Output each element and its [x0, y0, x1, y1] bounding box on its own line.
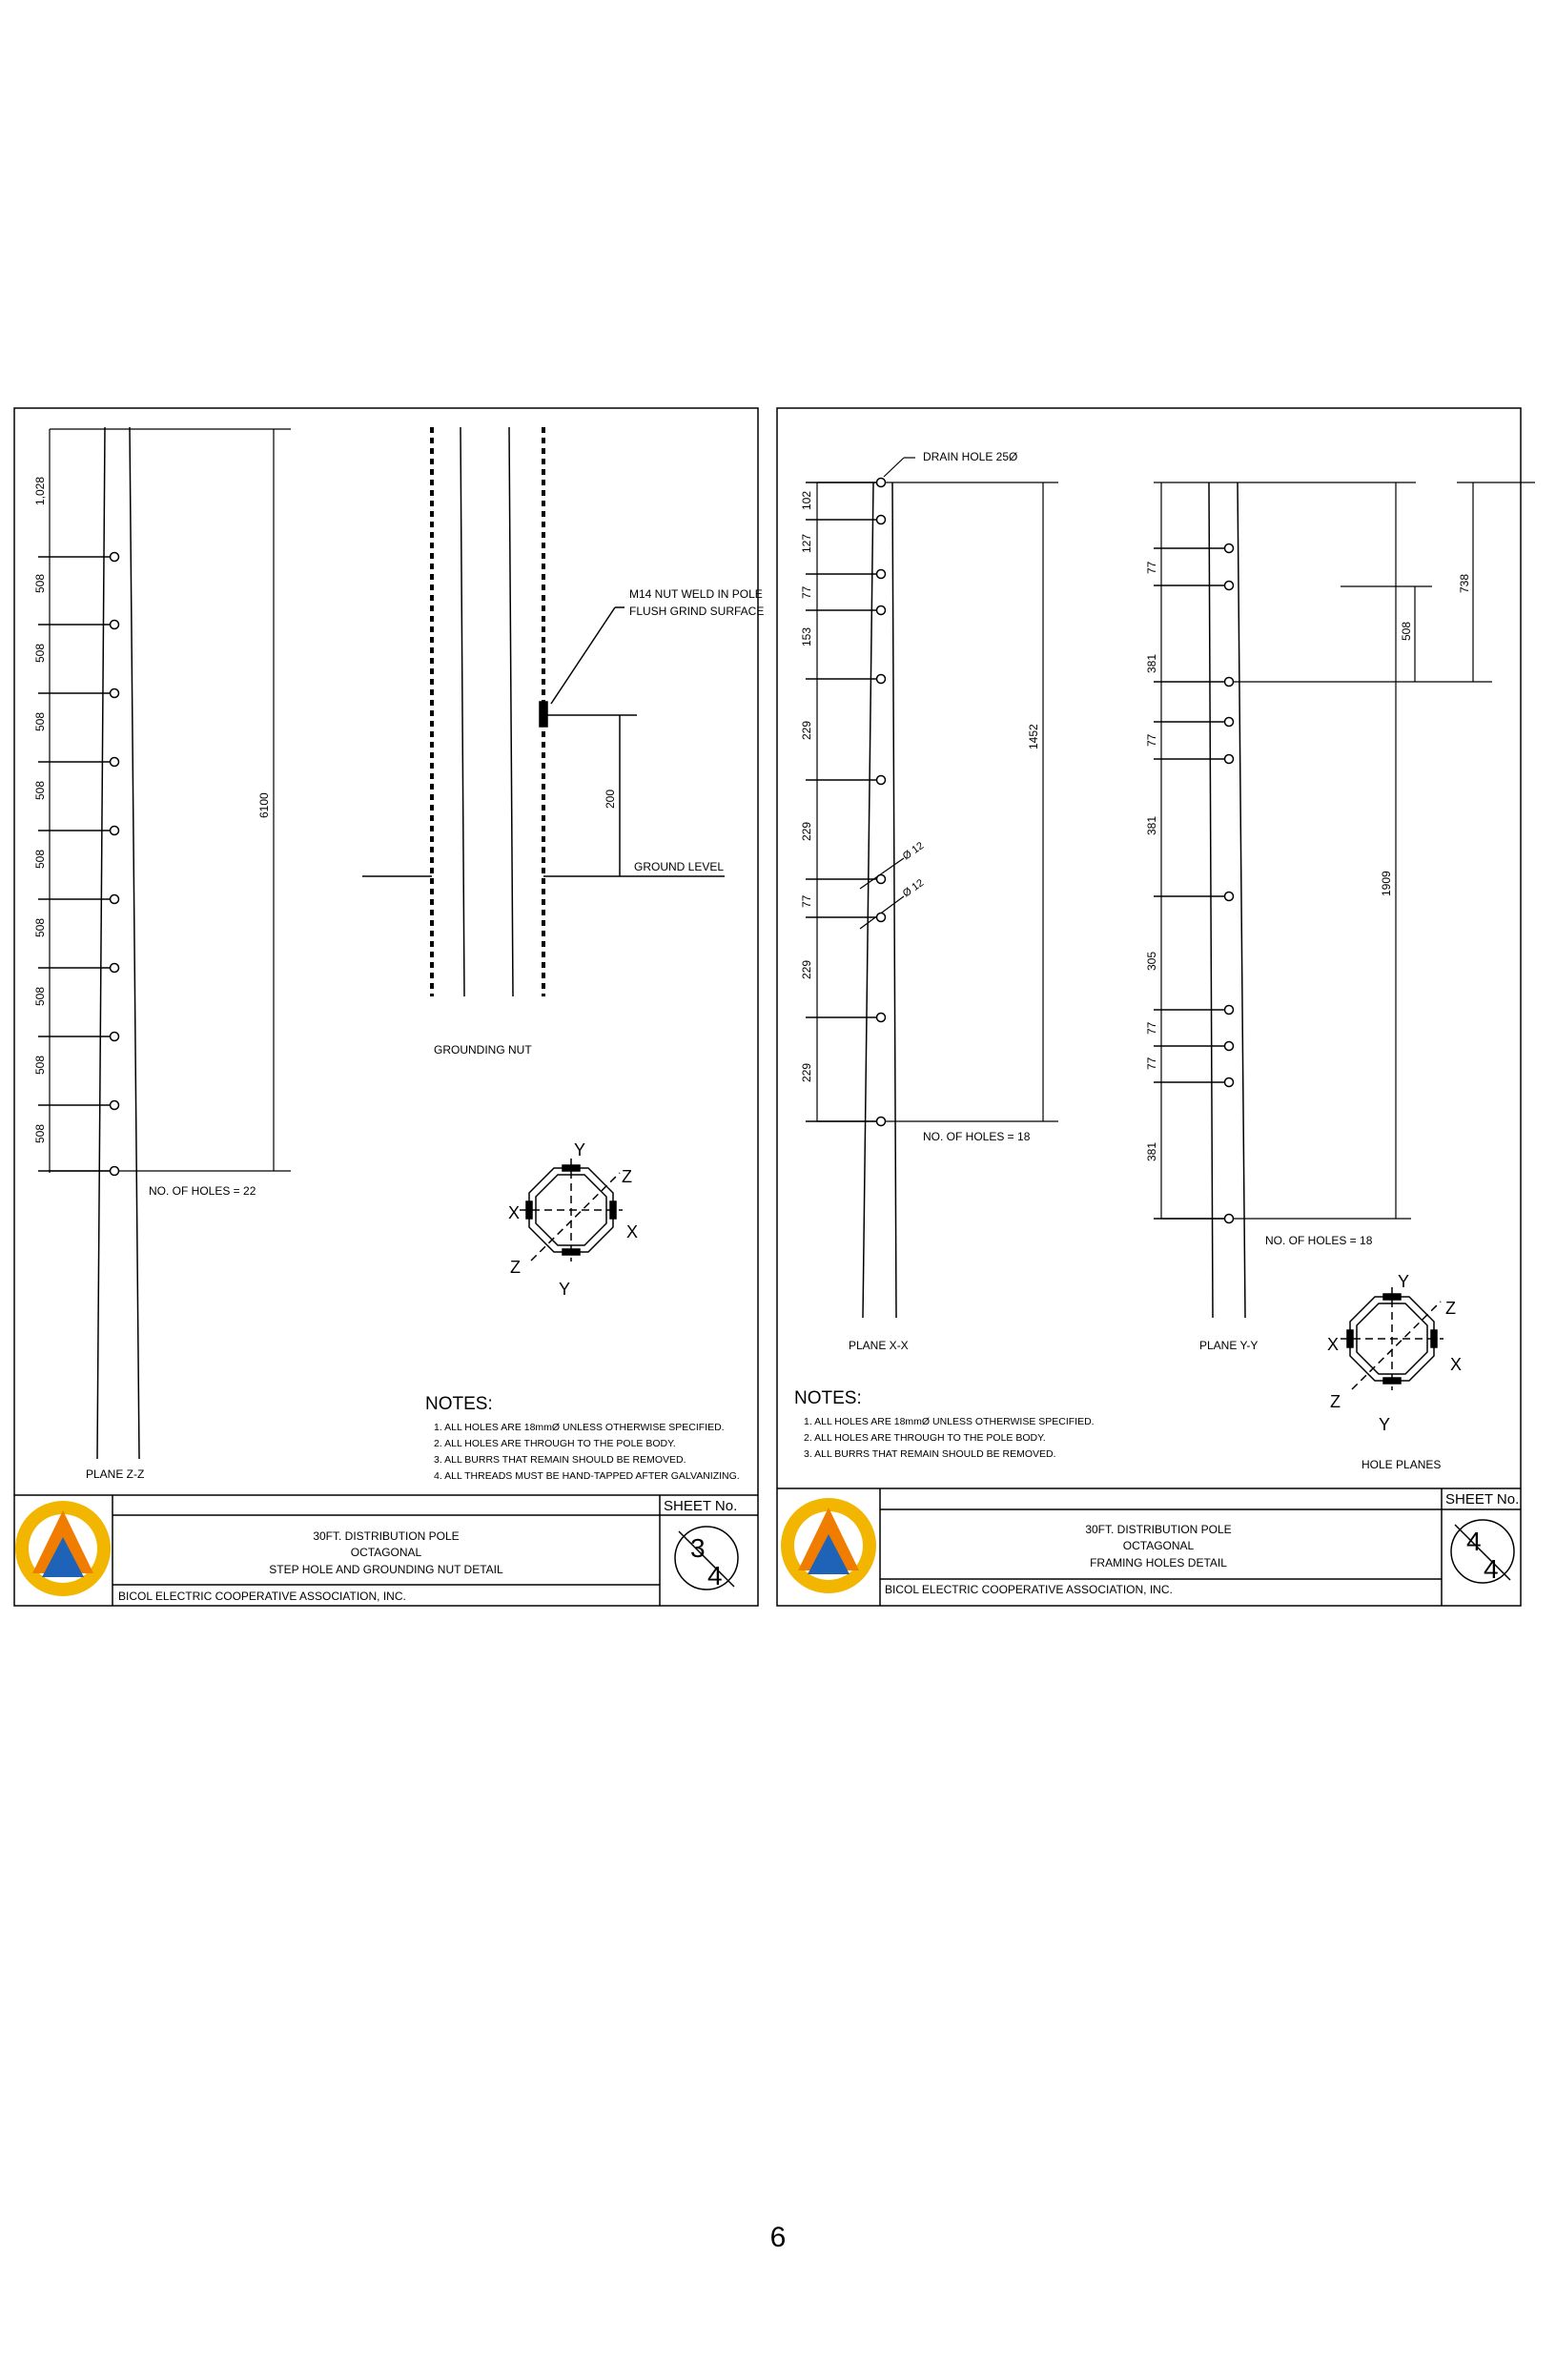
zz-hole [111, 895, 119, 904]
dim-508-e: 508 [33, 849, 47, 869]
section-x-left-left: X [508, 1203, 521, 1222]
xx-hole [877, 1014, 886, 1022]
page-number: 6 [769, 2222, 787, 2253]
yy-hole [1225, 718, 1234, 727]
note-left-2: 2. ALL HOLES ARE THROUGH TO THE POLE BODY. [434, 1438, 676, 1449]
hole-planes-label: HOLE PLANES [1362, 1458, 1442, 1471]
yy-dim-381-c: 381 [1145, 1141, 1158, 1161]
xx-dim-153: 153 [800, 626, 813, 646]
hole-dia-label-2: Ø 12 [900, 876, 927, 900]
section-z-top-left: Z [622, 1167, 632, 1186]
yy-dim-305: 305 [1145, 951, 1158, 971]
ground-level-label: GROUND LEVEL [634, 860, 725, 873]
xx-dim-229-c: 229 [800, 959, 813, 979]
dim-1028: 1,028 [33, 476, 47, 505]
dim-508-a: 508 [33, 573, 47, 593]
yy-dim-77-a: 77 [1145, 561, 1158, 574]
zz-hole [111, 1167, 119, 1176]
title-line3-left: STEP HOLE AND GROUNDING NUT DETAIL [269, 1563, 503, 1576]
zz-hole [111, 827, 119, 835]
yy-dim-738: 738 [1458, 573, 1471, 593]
xx-dim-127: 127 [800, 533, 813, 553]
section-detail-left [520, 1159, 623, 1262]
xx-hole [877, 913, 886, 922]
sheet-number-circle-right [1451, 1520, 1514, 1583]
note-right-3: 3. ALL BURRS THAT REMAIN SHOULD BE REMOVED. [804, 1448, 1056, 1460]
zz-hole [111, 1101, 119, 1110]
dim-508-g: 508 [33, 986, 47, 1006]
xx-hole [877, 570, 886, 579]
company-name-right: BICOL ELECTRIC COOPERATIVE ASSOCIATION, INC. [885, 1583, 1173, 1596]
notes-title-left: NOTES: [425, 1394, 493, 1414]
sheet-no-label-left: SHEET No. [664, 1498, 738, 1514]
xx-dim-102: 102 [800, 490, 813, 510]
section-z-bottom-left: Z [510, 1258, 521, 1277]
xx-hole [877, 1118, 886, 1126]
yy-hole [1225, 1006, 1234, 1015]
xx-hole [877, 479, 886, 487]
xx-dim-77-b: 77 [800, 894, 813, 908]
grounding-nut-detail [362, 427, 725, 996]
title-line1-right: 30FT. DISTRIBUTION POLE [1085, 1523, 1232, 1536]
yy-hole [1225, 1078, 1234, 1087]
section-y-top-left: Y [574, 1140, 586, 1159]
xx-hole [877, 516, 886, 524]
section-x-left-right: X [1327, 1335, 1340, 1354]
xx-dim-229-a: 229 [800, 720, 813, 740]
plane-y-y-label: PLANE Y-Y [1199, 1339, 1259, 1352]
dim-508-f: 508 [33, 917, 47, 937]
yy-dim-77-d: 77 [1145, 1057, 1158, 1070]
xx-dim-77-a: 77 [800, 585, 813, 599]
section-y-bottom-left: Y [559, 1280, 571, 1299]
dim-508-d: 508 [33, 780, 47, 800]
sheet-den-left: 4 [707, 1561, 723, 1590]
section-x-right-right: X [1450, 1355, 1463, 1374]
dim-chain-z-z [50, 429, 291, 1173]
sheet-num-right: 4 [1466, 1527, 1482, 1556]
xx-dim-229-d: 229 [800, 1062, 813, 1082]
company-name-left: BICOL ELECTRIC COOPERATIVE ASSOCIATION, INC. [118, 1590, 406, 1603]
yy-hole [1225, 1042, 1234, 1051]
pole-z-z [97, 427, 139, 1459]
zz-hole [111, 1033, 119, 1041]
holes-count-z-z: NO. OF HOLES = 22 [149, 1184, 256, 1198]
dim-chain-x-x [817, 458, 1058, 1121]
dim-200: 200 [604, 789, 617, 809]
nut-callout-line2: FLUSH GRIND SURFACE [629, 605, 765, 618]
cooperative-logo-right [781, 1498, 876, 1593]
yy-hole [1225, 1215, 1234, 1223]
dim-overall-6100: 6100 [257, 792, 271, 818]
holes-count-y-y: NO. OF HOLES = 18 [1265, 1234, 1373, 1247]
note-left-1: 1. ALL HOLES ARE 18mmØ UNLESS OTHERWISE SPECIFIED. [434, 1422, 725, 1433]
yy-dim-overall-1909: 1909 [1380, 871, 1393, 896]
yy-hole [1225, 544, 1234, 553]
section-detail-right [1341, 1287, 1443, 1390]
sheet-den-right: 4 [1484, 1554, 1499, 1584]
yy-hole [1225, 892, 1234, 901]
dim-508-h: 508 [33, 1055, 47, 1075]
hole-dia-label-1: Ø 12 [900, 839, 927, 863]
note-right-1: 1. ALL HOLES ARE 18mmØ UNLESS OTHERWISE SPECIFIED. [804, 1416, 1095, 1427]
zz-hole [111, 553, 119, 562]
framing-holes-y-y [1154, 544, 1234, 1223]
sheet-no-label-right: SHEET No. [1445, 1491, 1520, 1508]
notes-title-right: NOTES: [794, 1388, 862, 1408]
title-line3-right: FRAMING HOLES DETAIL [1090, 1556, 1227, 1570]
yy-hole [1225, 678, 1234, 687]
xx-dim-229-b: 229 [800, 821, 813, 841]
section-z-bottom-right: Z [1330, 1392, 1341, 1411]
plane-z-z-label: PLANE Z-Z [86, 1467, 145, 1481]
yy-hole [1225, 755, 1234, 764]
drain-hole-label: DRAIN HOLE 25Ø [923, 450, 1018, 463]
grounding-nut-title: GROUNDING NUT [434, 1043, 532, 1057]
xx-dim-overall-1452: 1452 [1027, 724, 1040, 749]
zz-hole [111, 689, 119, 698]
zz-hole [111, 758, 119, 767]
nut-callout-line1: M14 NUT WELD IN POLE [629, 587, 763, 601]
plane-x-x-label: PLANE X-X [849, 1339, 909, 1352]
cooperative-logo-left [15, 1501, 111, 1596]
yy-dim-508: 508 [1400, 621, 1413, 641]
yy-dim-77-c: 77 [1145, 1021, 1158, 1035]
dim-508-c: 508 [33, 711, 47, 731]
note-left-3: 3. ALL BURRS THAT REMAIN SHOULD BE REMOVED. [434, 1454, 686, 1466]
sheet-number-circle-left [675, 1527, 738, 1590]
title-line2-right: OCTAGONAL [1122, 1539, 1195, 1552]
section-x-right-left: X [626, 1222, 639, 1241]
step-holes-z-z [38, 553, 119, 1176]
yy-dim-381-b: 381 [1145, 815, 1158, 835]
title-line1-left: 30FT. DISTRIBUTION POLE [313, 1529, 460, 1543]
title-line2-left: OCTAGONAL [350, 1546, 422, 1559]
zz-hole [111, 621, 119, 629]
section-z-top-right: Z [1445, 1299, 1456, 1318]
note-left-4: 4. ALL THREADS MUST BE HAND-TAPPED AFTER GALVANIZING. [434, 1470, 740, 1482]
zz-hole [111, 964, 119, 973]
note-right-2: 2. ALL HOLES ARE THROUGH TO THE POLE BODY. [804, 1432, 1046, 1444]
xx-hole [877, 675, 886, 684]
xx-hole [877, 606, 886, 615]
dim-508-i: 508 [33, 1123, 47, 1143]
section-y-bottom-right: Y [1379, 1415, 1391, 1434]
sheet-num-left: 3 [690, 1533, 706, 1563]
dim-508-b: 508 [33, 643, 47, 663]
section-y-top-right: Y [1398, 1272, 1410, 1291]
xx-hole [877, 776, 886, 785]
yy-dim-77-b: 77 [1145, 733, 1158, 747]
yy-dim-381-a: 381 [1145, 653, 1158, 673]
xx-hole [877, 875, 886, 884]
holes-count-x-x: NO. OF HOLES = 18 [923, 1130, 1031, 1143]
yy-hole [1225, 582, 1234, 590]
